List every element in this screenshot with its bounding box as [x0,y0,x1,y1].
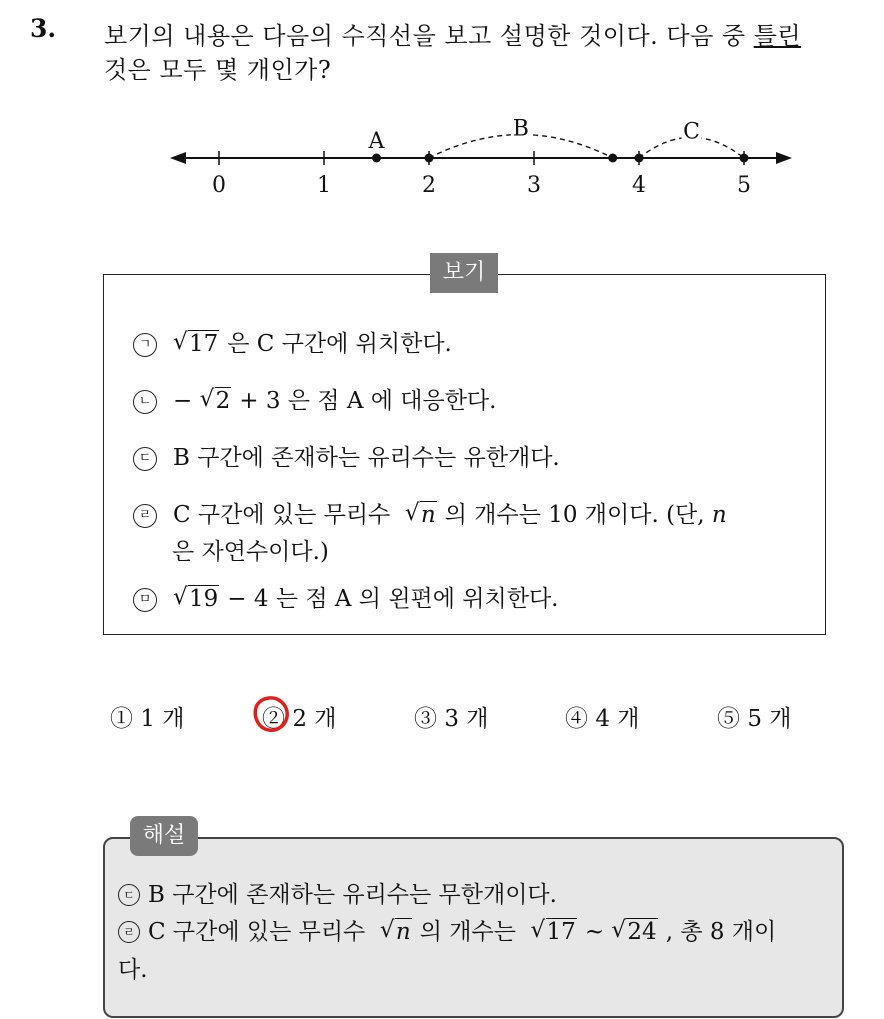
bogi-item-4: ㄹ C 구간에 있는 무리수 √ n 의 개수는 10 개이다. (단, n [133,496,727,529]
bogi-item-4-cont: 은 자연수이다.) [172,539,329,565]
sqrt-expression: √ 2 [199,386,231,414]
question-text-line1 [104,16,801,51]
choice-5[interactable]: ⑤ 5 개 [717,706,792,732]
sqrt-expression: √ 24 [611,917,657,945]
marker-mieum: ㅁ [133,588,157,612]
question-emphasis: 틀린 [753,22,802,50]
number-line-point [425,154,434,163]
bogi-item-5: ㅁ √ 19 − 4 는 점 A 의 왼편에 위치한다. [133,580,558,613]
right-arrow-icon [776,152,792,164]
question-number: 3. [30,14,57,43]
number-line-point [740,154,749,163]
sqrt-expression: √ n [404,500,436,528]
solution-line-2: ㄹ C 구간에 있는 무리수 √ n 의 개수는 √ 17 ~ √ 24 , 총 8 개이 [118,913,776,946]
marker-rieul: ㄹ [118,921,140,943]
tick-label: 5 [737,173,751,198]
number-line [160,105,810,205]
sqrt-expression: √ n [379,917,411,945]
sqrt-expression: √ 19 [173,584,219,612]
bogi-item-3: ㄷ B 구간에 존재하는 유리수는 유한개다. [133,439,560,472]
answer-mark-icon [253,695,289,733]
marker-rieul: ㄹ [133,504,157,528]
choice-1[interactable]: ① 1 개 [110,706,185,732]
question-text: 보기의 내용은 다음의 수직선을 보고 설명한 것이다. 다음 중 [104,22,754,50]
tick-label: 0 [212,173,226,198]
number-line-point [608,154,617,163]
choice-4[interactable]: ④ 4 개 [565,706,640,732]
point-label: A [368,129,385,154]
sqrt-expression: √ 17 [530,917,576,945]
bogi-item-2: ㄴ − √ 2 + 3 은 점 A 에 대응한다. [133,382,496,415]
tick-label: 2 [422,173,436,198]
number-line-point [372,154,381,163]
bogi-item-1: ㄱ √ 17 은 C 구간에 위치한다. [133,325,452,358]
question-text-line2: 것은 모두 몇 개인가? [104,56,332,84]
solution-title: 해설 [130,816,198,856]
tick-label: 3 [527,173,541,198]
bogi-title: 보기 [430,253,498,293]
number-line-point [635,154,644,163]
marker-nieun: ㄴ [133,390,157,414]
choice-2[interactable]: ② 2 개 [262,706,337,732]
marker-digeut: ㄷ [133,447,157,471]
tick-label: 4 [632,173,646,198]
solution-line-1: ㄷ B 구간에 존재하는 유리수는 무한개이다. [118,876,557,909]
marker-giyeok: ㄱ [133,333,157,357]
tick-label: 1 [317,173,331,198]
sqrt-expression: √ 17 [173,329,219,357]
left-arrow-icon [170,152,186,164]
choice-3[interactable]: ③ 3 개 [414,706,489,732]
interval-label: C [683,119,700,145]
solution-line-3: 다. [118,957,148,983]
interval-label: B [512,116,529,142]
marker-digeut: ㄷ [118,884,140,906]
